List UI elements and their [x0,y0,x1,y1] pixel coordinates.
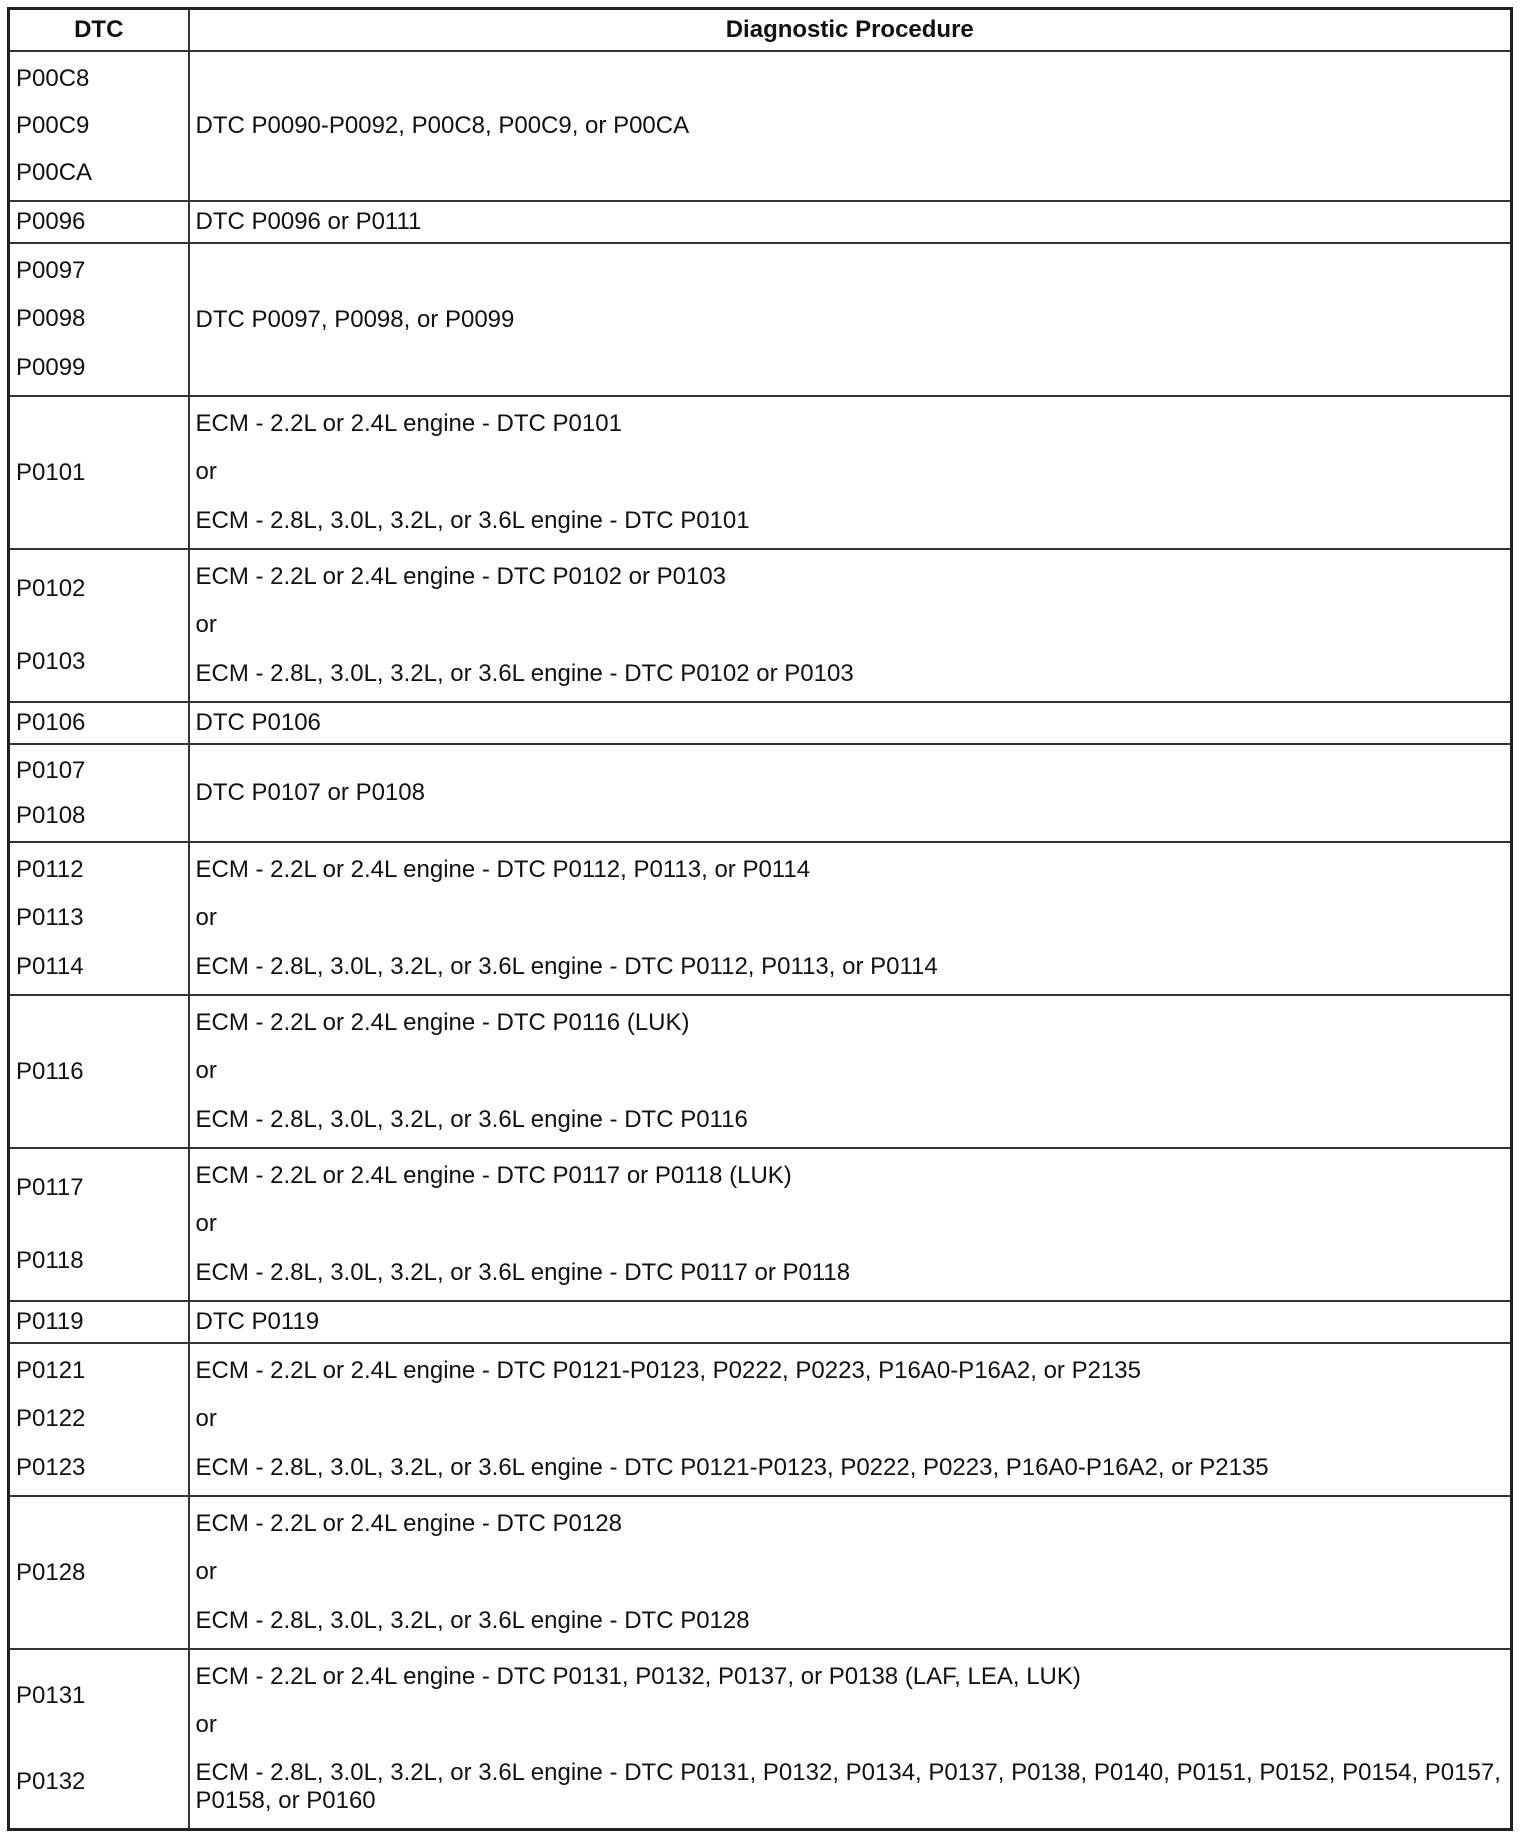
dtc-code: P0101 [16,458,86,486]
dtc-cell [9,243,189,396]
dtc-code: P00C9 [16,111,90,139]
table-row [9,243,1512,396]
procedure-line: or [195,611,217,639]
procedure-line: or [195,1558,217,1586]
dtc-cell [9,744,189,842]
dtc-cell [9,1148,189,1301]
dtc-code: P0097 [16,257,86,285]
procedure-line: ECM - 2.2L or 2.4L engine - DTC P0128 [195,1510,622,1538]
procedure-line: DTC P0097, P0098, or P0099 [195,305,515,333]
procedure-line: ECM - 2.2L or 2.4L engine - DTC P0112, P0113, or P0114 [195,856,811,884]
dtc-cell [9,995,189,1148]
header-row [9,9,1512,52]
procedure-line: ECM - 2.2L or 2.4L engine - DTC P0116 (LUK) [195,1009,690,1037]
procedure-line: DTC P0106 [195,709,321,736]
procedure-line: ECM - 2.2L or 2.4L engine - DTC P0101 [195,410,622,438]
dtc-code: P00CA [16,159,93,187]
procedure-line: DTC P0090-P0092, P00C8, P00C9, or P00CA [195,112,690,139]
procedure-line: ECM - 2.8L, 3.0L, 3.2L, or 3.6L engine - DTC P0102 or P0103 [195,659,854,687]
procedure-line: or [195,904,217,932]
procedure-line: or [195,1057,217,1085]
procedure-line: ECM - 2.2L or 2.4L engine - DTC P0117 or P0118 (LUK) [195,1162,792,1190]
dtc-code: P0121 [16,1357,86,1385]
procedure-cell [189,1496,1512,1649]
dtc-cell [9,1343,189,1496]
table-body [9,51,1512,1829]
procedure-cell [189,1343,1512,1496]
procedure-line: ECM - 2.8L, 3.0L, 3.2L, or 3.6L engine - DTC P0116 [195,1105,748,1133]
table-row [9,1496,1512,1649]
procedure-cell [189,702,1512,744]
procedure-cell [189,201,1512,243]
procedure-line: DTC P0119 [195,1308,320,1335]
procedure-line: ECM - 2.8L, 3.0L, 3.2L, or 3.6L engine - DTC P0112, P0113, or P0114 [195,952,938,980]
table-row [9,995,1512,1148]
procedure-cell [189,744,1512,842]
dtc-code: P0132 [16,1767,86,1795]
procedure-line: ECM - 2.2L or 2.4L engine - DTC P0121-P0123, P0222, P0223, P16A0-P16A2, or P2135 [195,1357,1141,1385]
dtc-code: P0123 [16,1453,86,1481]
table-row [9,201,1512,243]
procedure-cell [189,243,1512,396]
dtc-code: P0117 [16,1174,84,1202]
dtc-code: P0108 [16,801,86,829]
procedure-line: ECM - 2.8L, 3.0L, 3.2L, or 3.6L engine - DTC P0121-P0123, P0222, P0223, P16A0-P16A2, or P2135 [195,1453,1269,1481]
table-row [9,1649,1512,1829]
procedure-cell [189,1301,1512,1343]
dtc-code: P0107 [16,756,86,784]
procedure-cell [189,396,1512,549]
procedure-line: or [195,1710,217,1738]
dtc-cell [9,201,189,243]
dtc-code: P0102 [16,575,86,603]
dtc-cell [9,396,189,549]
procedure-cell [189,1649,1512,1829]
table-row [9,1301,1512,1343]
dtc-cell [9,702,189,744]
dtc-code: P0103 [16,647,86,675]
dtc-code: P0131 [16,1681,86,1709]
dtc-code: P0096 [16,208,86,235]
procedure-line: ECM - 2.8L, 3.0L, 3.2L, or 3.6L engine - DTC P0131, P0132, P0134, P0137, P0138, P0140, P0151, P0152, P0154, P0157, P0158, or P0160 [195,1758,1501,1814]
dtc-column-header: DTC [9,9,189,52]
procedure-line: ECM - 2.8L, 3.0L, 3.2L, or 3.6L engine - DTC P0117 or P0118 [195,1258,851,1286]
dtc-code: P0106 [16,709,86,736]
dtc-code: P0119 [16,1308,84,1335]
dtc-code: P0116 [16,1057,84,1085]
dtc-cell [9,51,189,201]
procedure-cell [189,995,1512,1148]
dtc-code: P0122 [16,1405,86,1433]
dtc-code: P0099 [16,353,86,381]
procedure-line: or [195,458,217,486]
dtc-cell [9,549,189,702]
table-row [9,1148,1512,1301]
dtc-table [7,7,1513,1831]
dtc-cell [9,842,189,995]
table-row [9,1343,1512,1496]
table-row [9,51,1512,201]
dtc-cell [9,1496,189,1649]
dtc-code: P0112 [16,856,84,884]
table-row [9,744,1512,842]
dtc-code: P0113 [16,904,84,932]
dtc-cell [9,1649,189,1829]
procedure-line: ECM - 2.2L or 2.4L engine - DTC P0102 or P0103 [195,563,727,591]
procedure-cell [189,1148,1512,1301]
table-row [9,549,1512,702]
dtc-code: P0128 [16,1558,86,1586]
table-row [9,842,1512,995]
procedure-cell [189,549,1512,702]
procedure-line: DTC P0107 or P0108 [195,779,425,806]
procedure-line: or [195,1210,217,1238]
dtc-code: P0118 [16,1246,84,1274]
dtc-code: P0098 [16,305,86,333]
table-row [9,396,1512,549]
procedure-line: DTC P0096 or P0111 [195,208,422,235]
procedure-line: or [195,1405,217,1433]
procedure-cell [189,842,1512,995]
table-row [9,702,1512,744]
procedure-cell [189,51,1512,201]
procedure-line: ECM - 2.8L, 3.0L, 3.2L, or 3.6L engine - DTC P0128 [195,1606,750,1634]
procedure-line: ECM - 2.8L, 3.0L, 3.2L, or 3.6L engine - DTC P0101 [195,506,750,534]
procedure-line: ECM - 2.2L or 2.4L engine - DTC P0131, P0132, P0137, or P0138 (LAF, LEA, LUK) [195,1662,1081,1690]
dtc-code: P0114 [16,952,84,980]
procedure-column-header: Diagnostic Procedure [189,9,1512,52]
dtc-code: P00C8 [16,64,90,92]
dtc-cell [9,1301,189,1343]
